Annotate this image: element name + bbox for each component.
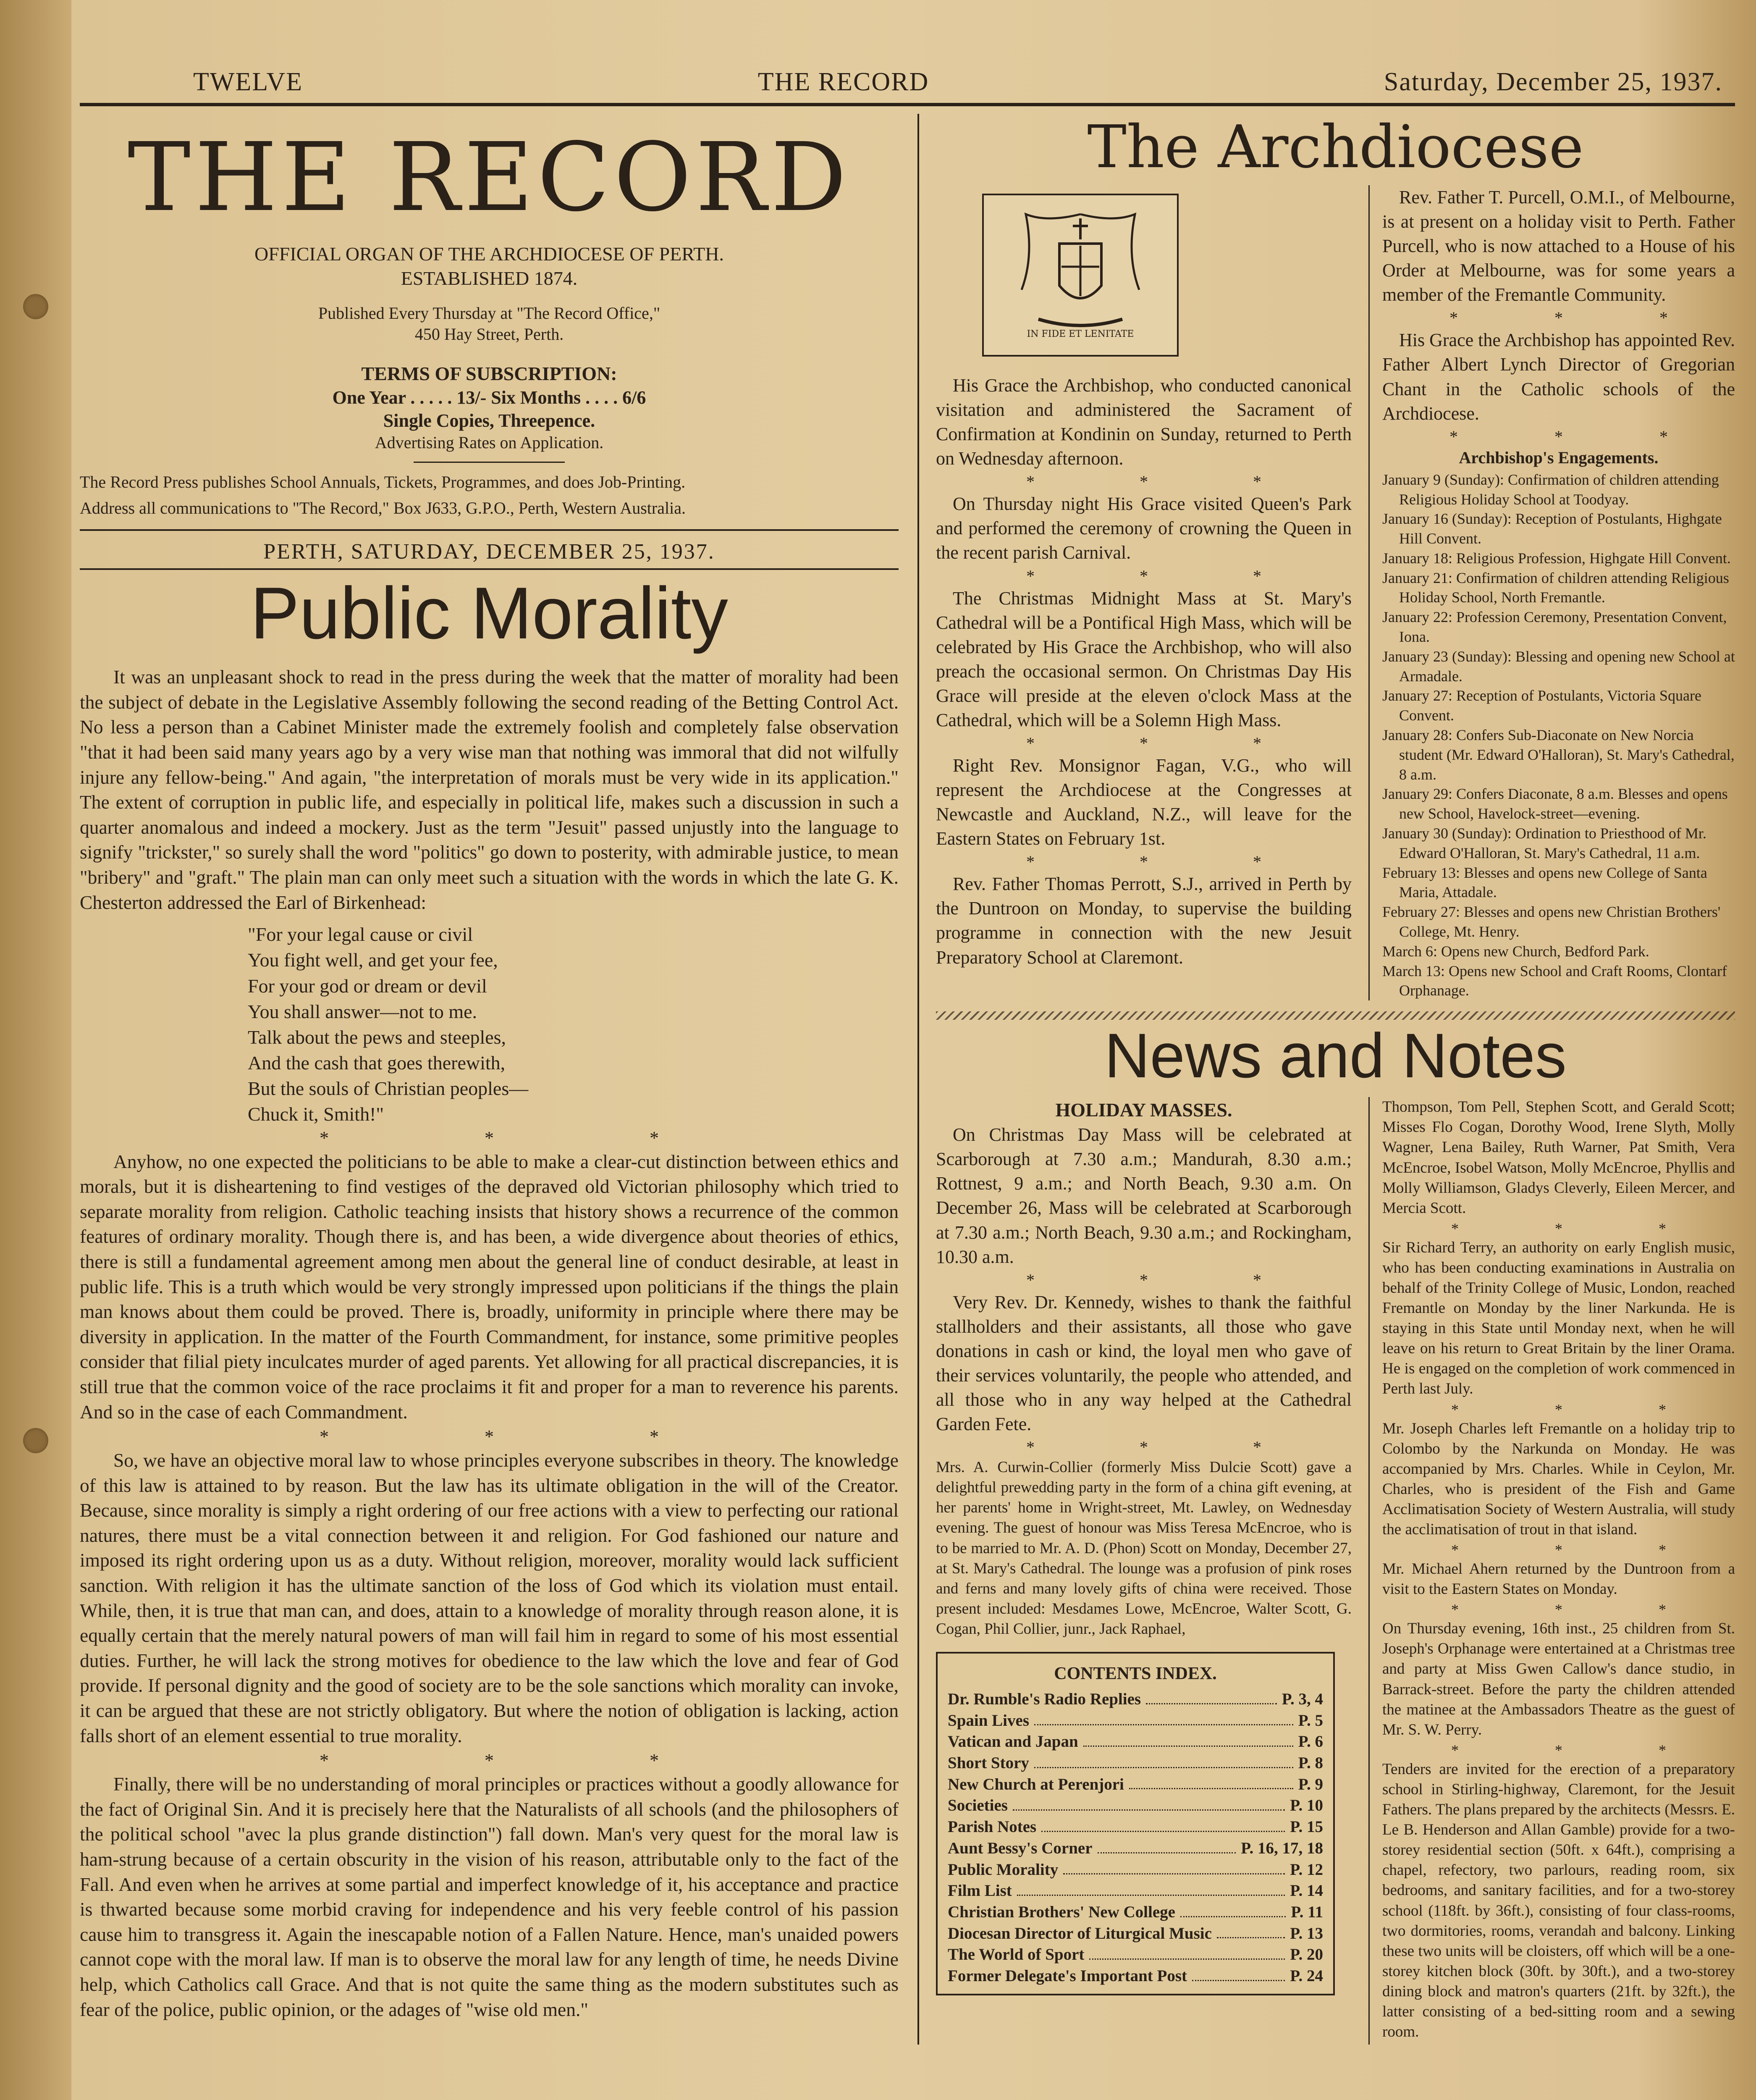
contents-label: Film List [948,1882,1012,1900]
communications-note: Address all communications to "The Record," Box J633, G.P.O., Perth, Western Australia. [80,498,686,517]
section-stars: * * * [1026,566,1312,585]
engagement-item: March 6: Opens new Church, Bedford Park. [1382,942,1649,960]
engagement-item: March 13: Opens new School and Craft Rooms, Clontarf Orphanage. [1382,962,1727,999]
masthead-established: ESTABLISHED 1874. [401,267,578,289]
contents-page: P. 24 [1290,1966,1323,1985]
contents-row[interactable] [948,1731,1323,1753]
news-item: Mr. Joseph Charles left Fremantle on a holiday trip to Colombo by the Narkunda on Monday. He was accompanied by Mrs. Charles. While in Ceylon, Mr. Charles, who is president of the Fish and Game Acclimatisation Society of Western Australia, will study the acclimatisation of trout in that island. [1382,1420,1735,1538]
contents-title: CONTENTS INDEX. [1054,1664,1217,1683]
editorial-paragraph: It was an unpleasant shock to read in the press during the week that the matter of morality had been the subject of debate in the Legislative Assembly following the second reading of the Betting Control Act. No less a person than a Cabinet Minister made the extremely foolish and completely false observation "that it had been said many years ago by a very wise man that nothing was immoral that did not wilfully injure any fellow-being." And again, "the interpretation of morals must be very wide in its application." The extent of corruption in public life, and especially in political life, makes such a discussion in such a quarter anomalous and indeed a mockery. Just as the term "Jesuit" passed unjustly into the language to signify "trickster," so surely shall the word "politics" go down to posterity, with admirable justice, to mean "bribery" and "graft." The plain man can only meet such a situation with the words in which the late G. K. Chesterton addressed the Earl of Birkenhead: [80,666,899,913]
single-copies: Single Copies, Threepence. [383,410,595,431]
editorial-paragraph: Anyhow, no one expected the politicians to be able to make a clear-cut distinction between ethics and morals, but it is disheartening to find vestiges of the depraved old Victorian philosophy which tried to separate morality from religion. Catholic teaching insists that history shows a recurrence of the common features of ordinary morality. Though there is, and has been, a wide divergence about theories of ethics, there is still a fundamental agreement among men about the general line of conduct desirable, at least in public life. This is a truth which would be very strongly impressed upon politicians if the things the plain man knows about them could be proved. There is, broadly, uniformity in principle where there may be diversity in application. In the matter of the Fourth Commandment, for instance, some primitive peoples consider that filial piety inculcates murder of aged parents. Yet allowing for all practical discrepancies, it is still true that the common voice of the race proclaims it fit and proper for a man to reverence his parents. And so in the case of each Commandment. [80,1150,899,1423]
terms-title: TERMS OF SUBSCRIPTION: [361,363,617,384]
archdiocese-section [936,185,1735,1000]
masthead-rule [414,462,565,463]
news-item: Tenders are invited for the erection of a preparatory school in Stirling-highway, Claremont, for the Jesuit Fathers. The plans prepared by the architects (Messrs. E. Le B. Henderson and Allan Gamble) provide for a two-storey residential section (50ft. x 64ft.), comprising a chapel, refectory, two parlours, reading room, six bedrooms, and sanitary facilities, and for a two-storey school (118ft. by 36ft.), consisting of four class-rooms, two dormitories, rooms, verandah and balcony. Linking these two units will be cloisters, off which will be a one-storey kitchen block (30ft. by 30ft.), and a two-storey dining block and matron's quarters (21ft. by 32ft.), the latter consisting of a bed-sitting room and a sewing room. [1382,1760,1735,2041]
section-stars: * * * [1451,1601,1712,1618]
contents-label: Societies [948,1796,1008,1815]
contents-row[interactable] [948,1838,1323,1859]
contents-page: P. 9 [1298,1775,1323,1793]
news-title: News and Notes [1104,1020,1567,1091]
page-columns [80,114,1735,2045]
section-stars: * * * [1451,1541,1712,1559]
contents-label: New Church at Perenjori [948,1775,1124,1793]
section-stars: * * * [1451,1220,1712,1237]
page-header [80,67,1735,106]
contents-page: P. 8 [1298,1754,1323,1772]
section-divider [936,1011,1735,1020]
contents-row[interactable] [948,1795,1323,1816]
archdiocese-item: Right Rev. Monsignor Fagan, V.G., who will represent the Archdiocese at the Congresses at Newcastle and Auckland, N.Z., will leave for the Eastern States on February 1st. [936,755,1352,849]
contents-label: Dr. Rumble's Radio Replies [948,1690,1141,1708]
right-column [919,114,1735,2045]
engagement-item: February 27: Blesses and opens new Christian Brothers' College, Mt. Henry. [1382,903,1721,940]
issue-date: Saturday, December 25, 1937. [1384,68,1722,96]
engagement-item: February 13: Blesses and opens new College of Santa Maria, Attadale. [1382,864,1707,901]
binding-hole [23,1428,48,1453]
masthead-organ: OFFICIAL ORGAN OF THE ARCHDIOCESE OF PERTH. [254,243,724,265]
contents-row[interactable] [948,1689,1323,1710]
record-press-note: The Record Press publishes School Annuals, Tickets, Programmes, and does Job-Printing. [80,472,686,491]
contents-label: Vatican and Japan [948,1732,1078,1751]
contents-row[interactable] [948,1774,1323,1796]
contents-label: Public Morality [948,1860,1059,1879]
crest-motto: IN FIDE ET LENITATE [1027,329,1134,339]
contents-row[interactable] [948,1753,1323,1774]
masthead [80,123,899,531]
engagement-item: January 29: Confers Diaconate, 8 a.m. Blesses and opens new School, Havelock-street—evening. [1382,785,1728,822]
contents-page: P. 5 [1298,1711,1323,1730]
holiday-masses-heading: HOLIDAY MASSES. [1055,1099,1232,1121]
engagement-item: January 16 (Sunday): Reception of Postulants, Highgate Hill Convent. [1382,510,1722,547]
editorial-paragraph: So, we have an objective moral law to whose principles everyone subscribes in theory. The knowledge of this law is attained to by reason. But the law has its ultimate obligation in the will of the Creator. Because, since morality is simply a right ordering of our free actions with a view to perfecting our rational natures, there must be a vital connection between it and religion. For God fashioned our nature and imposed its right ordering upon us as a duty. Without religion, moreover, morality would lack sufficient sanction. With religion it has the ultimate sanction of the loss of God which its violation must entail. While, then, it is true that man can, and does, attain to a knowledge of morality through reason alone, it is equally certain that the merely natural powers of man will fail him in regard to some of his most essential duties. Further, he will lack the strong motives for obedience to the law which the love and fear of God provide. If personal dignity and the good of society are to be the sole sanctions which morality can invoke, it can be argued that these are not strictly obligatory. But where the notion of obligation is lacking, action falls short of an element essential to true morality. [80,1449,899,1746]
archdiocese-item: His Grace the Archbishop has appointed Rev. Father Albert Lynch Director of Gregorian Chant in the Catholic schools of the Archdiocese. [1382,330,1735,424]
news-col-b [1368,1097,1735,2045]
crest-icon [996,206,1164,344]
news-item: Mr. Michael Ahern returned by the Duntroon from a visit to the Eastern States on Monday. [1382,1560,1735,1598]
contents-page: P. 14 [1290,1882,1323,1900]
left-column [80,114,919,2045]
archdiocese-col-b [1368,185,1735,1000]
archdiocese-item: His Grace the Archbishop, who conducted canonical visitation and administered the Sacrament of Confirmation at Kondinin on Sunday, returned to Perth on Wednesday afternoon. [936,375,1352,469]
section-stars: * * * [320,1426,734,1447]
contents-label: Former Delegate's Important Post [948,1966,1187,1985]
contents-page: P. 10 [1290,1796,1323,1815]
contents-label: Christian Brothers' New College [948,1903,1175,1921]
news-item: Sir Richard Terry, an authority on early English music, who has been conducting examinations in Australia on behalf of the Trinity College of Music, London, reached Fremantle on Monday by the liner Narkunda. He is staying in this State until Monday next, when he will leave on his return to Great Britain by the liner Orama. He is engaged on the completion of work commenced in Perth last July. [1382,1239,1735,1398]
contents-row[interactable] [948,1816,1323,1838]
contents-label: Spain Lives [948,1711,1029,1730]
masthead-published: Published Every Thursday at "The Record Office," [318,304,660,323]
archdiocese-title: The Archdiocese [1087,113,1584,181]
terms-line: One Year . . . . . 13/- Six Months . . . . 6/6 [332,387,646,408]
news-item: Thompson, Tom Pell, Stephen Scott, and Gerald Scott; Misses Flo Cogan, Dorothy Wood, Irene Slyth, Molly Wagner, Lena Bailey, Ruth Warner, Pat Smith, Vera McEncroe, Isobel Watson, Molly McEncroe, Phyllis and Molly Williamson, Gladys Cleverly, Eileen Mercer, and Mercia Scott. [1382,1098,1735,1217]
section-stars: * * * [1449,427,1714,446]
contents-index [936,1652,1335,1995]
contents-row[interactable] [948,1944,1323,1966]
news-item: On Thursday evening, 16th inst., 25 children from St. Joseph's Orphanage were entertained at a Christmas tree and party at Miss Gwen Callow's dance studio, in Barrack-street. Before the party the children attended the matinee at the Ambassadors Theatre as the guest of Mr. S. W. Perry. [1382,1620,1735,1738]
binding-hole [23,294,48,319]
news-section [936,1097,1735,2045]
archbishop-crest [982,194,1179,357]
contents-row[interactable] [948,1710,1323,1732]
engagements-title: Archbishop's Engagements. [1459,448,1659,467]
contents-page: P. 20 [1290,1945,1323,1964]
contents-label: Aunt Bessy's Corner [948,1839,1093,1857]
masthead-title: THE RECORD [127,123,851,233]
contents-page: P. 3, 4 [1282,1690,1323,1708]
section-stars: * * * [1026,1270,1312,1289]
archdiocese-item: Rev. Father T. Purcell, O.M.I., of Melbourne, is at present on a holiday visit to Perth. Father Purcell, who is now attached to a House of his Order at Melbourne, was for some years a member of the Fremantle Community. [1382,187,1735,305]
engagement-item: January 27: Reception of Postulants, Victoria Square Convent. [1382,687,1702,724]
engagement-item: January 28: Confers Sub-Diaconate on New Norcia student (Mr. Edward O'Halloran), St. Mary's Cathedral, 8 a.m. [1382,727,1735,783]
section-stars: * * * [1449,308,1714,328]
engagement-item: January 21: Confirmation of children attending Religious Holiday School, North Fremantle. [1382,569,1729,606]
section-stars: * * * [320,1750,734,1771]
section-stars: * * * [1451,1401,1712,1418]
contents-page: P. 11 [1291,1903,1323,1921]
archdiocese-item: The Christmas Midnight Mass at St. Mary's Cathedral will be a Pontifical High Mass, which will be celebrated by His Grace the Archbishop, who will also preach the occasional sermon. On Christmas Day His Grace will preside at the eleven o'clock Mass at the Cathedral, which will be a Solemn High Mass. [936,588,1352,730]
advertising-rates: Advertising Rates on Application. [375,433,604,452]
engagement-item: January 18: Religious Profession, Highgate Hill Convent. [1382,549,1731,567]
contents-row[interactable] [948,1859,1323,1881]
masthead-address: 450 Hay Street, Perth. [414,325,564,344]
contents-label: The World of Sport [948,1945,1085,1964]
contents-row[interactable] [948,1966,1323,1987]
engagement-item: January 23 (Sunday): Blessing and opening new School at Armadale. [1382,648,1735,685]
contents-page: P. 6 [1298,1732,1323,1751]
engagement-item: January 30 (Sunday): Ordination to Priesthood of Mr. Edward O'Halloran, St. Mary's Cathedral, 11 a.m. [1382,825,1706,861]
contents-page: P. 16, 17, 18 [1241,1839,1323,1857]
news-item: On Christmas Day Mass will be celebrated at Scarborough at 7.30 a.m.; Mandurah, 8.30 a.m.; Rottnest, 9 a.m.; and North Beach, 9.30 a.m. On December 26, Mass will be celebrated at Scarborough at 7.30 a.m.; North Beach, 9.30 a.m.; and Rockingham, 10.30 a.m. [936,1124,1352,1267]
page-number: TWELVE [193,68,303,96]
chesterton-poem: "For your legal cause or civil You fight well, and get your fee, For your god or dream or devil You shall answer—not to me. Talk about the pews and steeples, And the cash that goes therewith, But the souls of Christian peoples— Chuck it, Smith!" [248,924,529,1125]
section-stars: * * * [1451,1741,1712,1759]
section-stars: * * * [1026,852,1312,872]
dateline: PERTH, SATURDAY, DECEMBER 25, 1937. [80,531,899,570]
contents-page: P. 12 [1290,1860,1323,1879]
news-item: Mrs. A. Curwin-Collier (formerly Miss Dulcie Scott) gave a delightful prewedding party in the form of a china gift evening, at her parents' home in Wright-street, Mt. Lawley, on Wednesday evening. The guest of honour was Miss Teresa McEncroe, who is to be married to Mr. A. D. (Phon) Scott on Monday, December 27, at St. Mary's Cathedral. The lounge was a profusion of pink roses and ferns and many lovely gifts of china were received. Those present included: Mesdames Lowe, McEncroe, Walter Scott, G. Cogan, Phil Collier, junr., Jack Raphael, [936,1459,1352,1638]
contents-page: P. 15 [1290,1818,1323,1836]
news-item: Very Rev. Dr. Kennedy, wishes to thank the faithful stallholders and their assistants, all those who gave donations in cash or kind, the loyal men who gave of their services voluntarily, the people who attended, and all those who in any way helped at the Cathedral Garden Fete. [936,1292,1352,1435]
contents-row[interactable] [948,1880,1323,1902]
section-stars: * * * [1026,1438,1312,1457]
page-binding [0,0,71,2100]
archdiocese-col-a [936,185,1368,1000]
archdiocese-item: Rev. Father Thomas Perrott, S.J., arrived in Perth by the Duntroon on Monday, to supervise the building programme in connection with the new Jesuit Preparatory School at Claremont. [936,874,1352,968]
section-stars: * * * [320,1127,734,1148]
contents-row[interactable] [948,1902,1323,1923]
contents-page: P. 13 [1290,1924,1323,1942]
section-stars: * * * [1026,734,1312,753]
contents-label: Diocesan Director of Liturgical Music [948,1924,1212,1942]
engagement-item: January 9 (Sunday): Confirmation of children attending Religious Holiday School at Toodyay. [1382,471,1719,508]
archdiocese-item: On Thursday night His Grace visited Queen's Park and performed the ceremony of crowning the Queen in the recent parish Carnival. [936,494,1352,563]
news-col-a [936,1097,1368,2045]
contents-label: Parish Notes [948,1818,1037,1836]
editorial-paragraph: Finally, there will be no understanding of moral principles or practices without a goodly allowance for the fact of Original Sin. And it is precisely here that the Naturalists of all schools (and the philosophers of the political school "avec la plus grande distinction") fall down. Man's very quest for the moral law is ham-strung because of a certain obscurity in the vision of his reason, attributable only to the fact of the Fall. And even when he arrives at some partial and imperfect knowledge of it, his acceptance and practice is thwarted because some morbid craving for independence and his very feeble control of his passion cause him to transgress it. Again the inescapable notion of a Fallen Nature. Hence, man's unaided powers cannot cope with the moral law. If man is to observe the moral law for any length of time, he needs Divine help, which Catholics call Grace. And that is not quite the same thing as the modern substitutes such as fear of the police, public opinion, or the adages of "wise old men." [80,1773,899,2020]
contents-row[interactable] [948,1923,1323,1945]
section-stars: * * * [1026,472,1312,491]
contents-label: Short Story [948,1754,1029,1772]
running-title: THE RECORD [757,68,929,96]
engagement-item: January 22: Profession Ceremony, Presentation Convent, Iona. [1382,609,1727,646]
editorial-title: Public Morality [250,572,728,654]
